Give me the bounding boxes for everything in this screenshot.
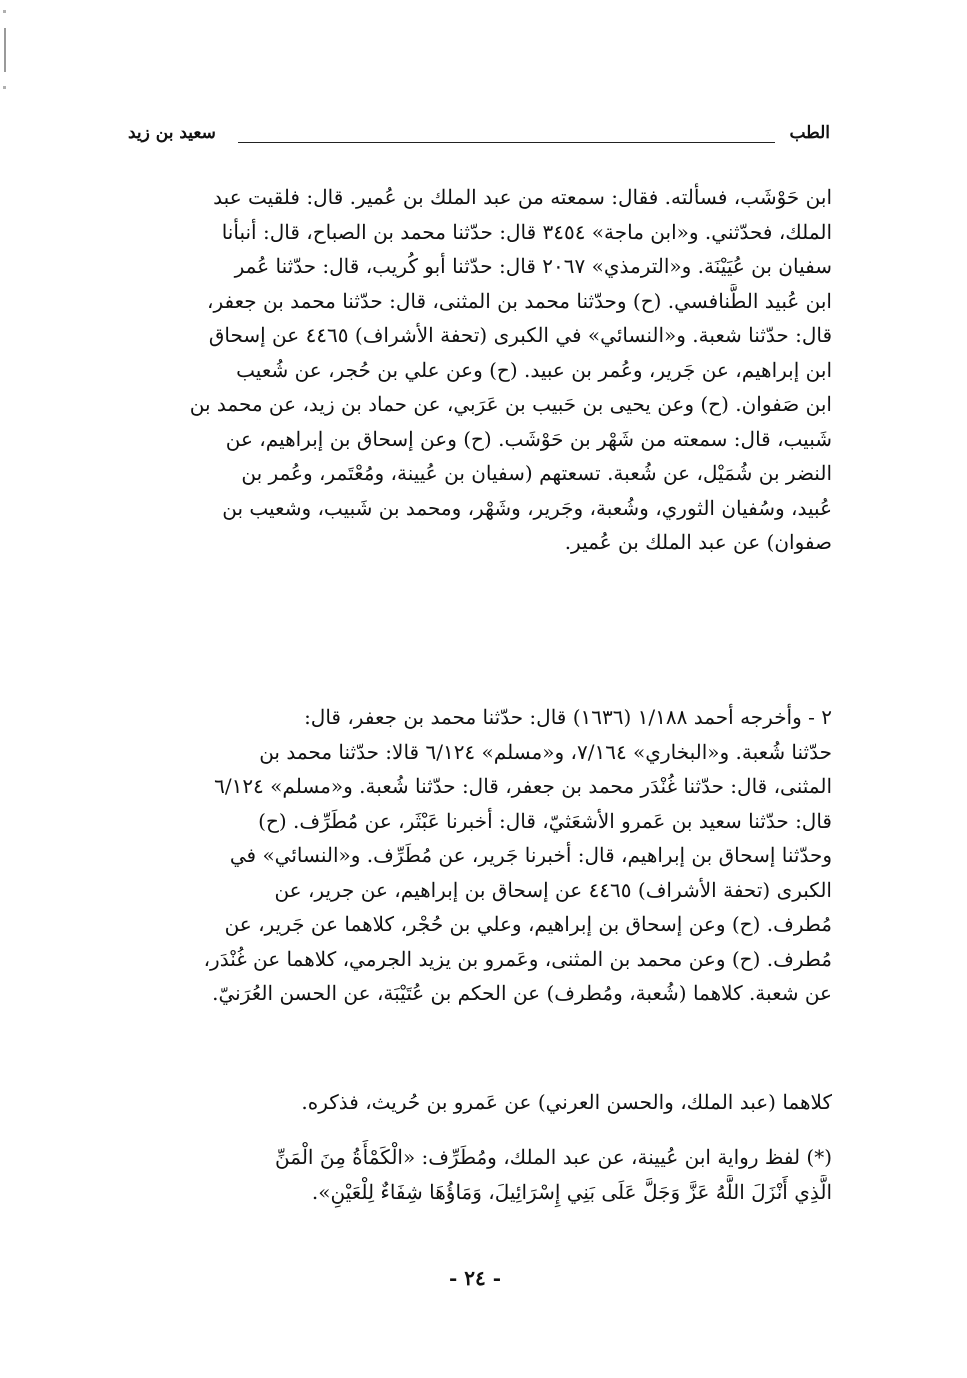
text-line: قال: حدّثنا سعيد بن عَمرو الأشعَثيّ، قال: أخبرنا عَبْثَر، عن مُطَرِّف. (ح) xyxy=(258,808,832,833)
running-header xyxy=(128,118,830,150)
text-line: (*) لفظ رواية ابن عُيينة، عن عبد الملك، ومُطَرِّف: «الْكَمْأَةُ مِنَ الْمَنِّ xyxy=(275,1145,832,1169)
takhrij-paragraph-1 xyxy=(128,180,832,560)
text-line: النضر بن شُمَيْل، عن شُعبة. تسعتهم (سفيان بن عُيينة، ومُعْتَمر، وعُمر بن xyxy=(241,461,832,485)
text-line: قال: حدّثنا شعبة. و«النسائي» في الكبرى (تحفة الأشراف) ٤٤٦٥ عن إسحاق xyxy=(208,323,832,347)
text-line: مُطرف. (ح) وعن محمد بن المثنى، وعَمرو بن يزيد الجرمي، كلاهما عن غُنْدَر، xyxy=(203,946,832,971)
summary-line xyxy=(200,1085,832,1120)
text-line: ابن صَفوان. (ح) وعن يحيى بن حَبيب بن عَرَبي، عن حماد بن زيد، عن محمد بن xyxy=(189,392,832,416)
scan-speck xyxy=(3,86,6,89)
text-line: صفوان) عن عبد الملك بن عُمير. xyxy=(564,530,832,554)
text-line: شَبيب، قال: سمعته من شَهْر بن حَوْشَب. (ح) وعن إسحاق بن إبراهيم، عن xyxy=(225,426,832,451)
text-line: المثنى، قال: حدّثنا غُنْدَر محمد بن جعفر، قال: حدّثنا شُعبة. و«مسلم» ٦/١٢٤ xyxy=(214,774,832,798)
text-line: ابن عُبيد الطَّنافسي. (ح) وحدّثنا محمد بن المثنى، قال: حدّثنا محمد بن جعفر، xyxy=(207,288,832,313)
takhrij-paragraph-2 xyxy=(128,700,832,1011)
hadith-wording-note xyxy=(128,1140,832,1209)
text-line: الَّذِي أَنْزَلَ اللَّهُ عَزَّ وَجَلَّ عَلَى بَنِي إِسْرَائِيلَ، وَمَاؤُهَا شِفَاءٌ لِلْعَيْنِ». xyxy=(311,1179,832,1204)
text-line: كلاهما (عبد الملك، والحسن العرني) عن عَمرو بن حُريث، فذكره. xyxy=(301,1090,832,1114)
text-line: وحدّثنا إسحاق بن إبراهيم، قال: أخبرنا جَرير، عن مُطَرِّف. و«النسائي» في xyxy=(229,843,832,867)
header-narrator-name: سعيد بن زيد xyxy=(128,123,216,143)
text-line: سفيان بن عُيَيْنَة. و«الترمذي» ٢٠٦٧ قال: حدّثنا أبو كُريب، قال: حدّثنا عُمر xyxy=(234,254,832,278)
text-line: الكبرى (تحفة الأشراف) ٤٤٦٥ عن إسحاق بن إبراهيم، عن جرير، عن xyxy=(274,877,832,902)
page-number: - ٢٤ - xyxy=(448,1266,501,1290)
text-line: ابن حَوْشَب، فسألته. فقال: سمعته من عبد الملك بن عُمير. قال: فلقيت عبد xyxy=(213,185,832,209)
scan-edge-mark xyxy=(4,28,6,72)
scan-speck xyxy=(3,10,6,13)
header-rule xyxy=(238,142,775,143)
text-line: ٢ - وأخرجه أحمد ١/١٨٨ (١٦٣٦) قال: حدّثنا محمد بن جعفر، قال: xyxy=(304,705,832,729)
text-line: عُبيد، وسُفيان الثوري، وشُعبة، وجَرير، وشَهْر، ومحمد بن شَبيب، وشعيب بن xyxy=(222,495,832,520)
header-chapter-title: الطب xyxy=(789,123,830,143)
text-line: حدّثنا شُعبة. و«البخاري» ٧/١٦٤، و«مسلم» ٦/١٢٤ قالا: حدّثنا محمد بن xyxy=(259,739,832,764)
text-line: الملك، فحدّثني. و«ابن ماجة» ٣٤٥٤ قال: حدّثنا محمد بن الصباح، قال: أنبأنا xyxy=(221,219,832,244)
text-line: مُطرف. (ح) وعن إسحاق بن إبراهيم، وعلي بن حُجْر، كلاهما عن جَرير، عن xyxy=(224,912,832,936)
text-line: ابن إبراهيم، عن جَرير، وعُمر بن عبيد. (ح) وعن علي بن حُجر، عن شُعيب xyxy=(236,357,832,382)
text-line: عن شعبة. كلاهما (شُعبة، ومُطرف) عن الحكم بن عُتَيْبَة، عن الحسن العُرَنيّ. xyxy=(212,981,832,1005)
